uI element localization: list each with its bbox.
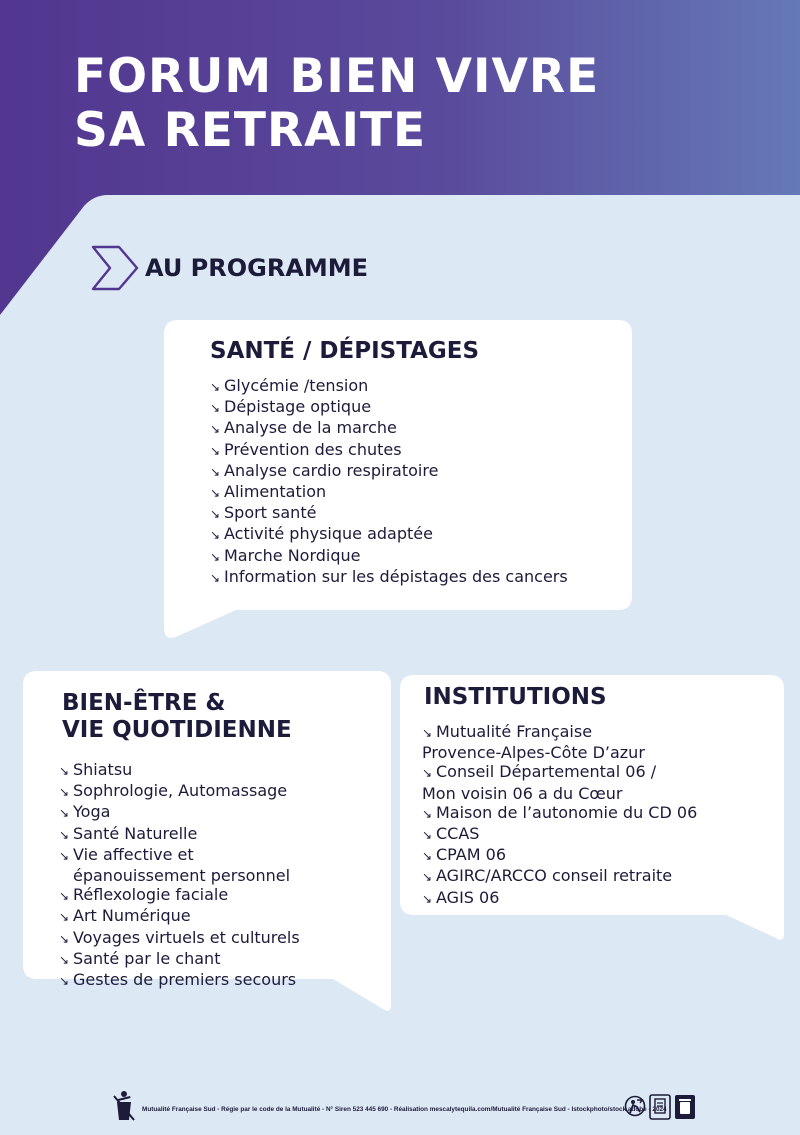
list-item: ↘ Sport santé — [210, 503, 568, 524]
list-item: ↘ Dépistage optique — [210, 397, 568, 418]
list-item: ↘ Santé par le chant — [59, 949, 300, 970]
sante-bubble — [164, 320, 632, 640]
bienetre-title — [62, 690, 292, 744]
list-item: ↘ Maison de l’autonomie du CD 06 — [422, 803, 697, 824]
arrow-down-right-icon: ↘ — [422, 806, 433, 821]
list-item: ↘ Alimentation — [210, 482, 568, 503]
arrow-down-right-icon: ↘ — [210, 380, 221, 394]
list-item: ↘ Santé Naturelle — [59, 824, 300, 845]
institutions-list — [422, 722, 697, 909]
arrow-down-right-icon: ↘ — [210, 464, 221, 479]
arrow-down-right-icon: ↘ — [59, 889, 70, 904]
list-item: ↘ CPAM 06 — [422, 845, 697, 866]
bienetre-title-line-2: VIE QUOTIDIENNE — [62, 717, 292, 743]
bienetre-list — [59, 760, 300, 991]
institutions-title: INSTITUTIONS — [424, 684, 607, 710]
list-item: ↘ Mutualité Française — [422, 722, 697, 743]
bin-sort-icon — [674, 1094, 696, 1120]
arrow-down-right-icon: ↘ — [59, 952, 70, 967]
list-item: ↘ Vie affective et — [59, 845, 300, 866]
list-item-continuation: Mon voisin 06 a du Cœur — [422, 783, 623, 803]
list-item: ↘ Art Numérique — [59, 906, 300, 927]
arrow-down-right-icon: ↘ — [59, 910, 70, 925]
list-item: ↘ Information sur les dépistages des cancers — [210, 567, 568, 588]
list-item: ↘ AGIRC/ARCCO conseil retraite — [422, 866, 697, 887]
list-item: ↘ Activité physique adaptée — [210, 524, 568, 545]
list-item: ↘ Yoga — [59, 802, 300, 823]
arrow-down-right-icon: ↘ — [422, 828, 433, 843]
footer-legal-text: Mutualité Française Sud - Régie par le code de la Mutualité - N° Siren 523 445 690 - Réalisation mescalytequila.com/Mutualité Française Sud - Istockphoto/stock.adobe - 2024 — [142, 1106, 667, 1113]
sante-list — [210, 376, 568, 588]
list-item-continuation: épanouissement personnel — [73, 866, 291, 886]
list-item: ↘ Réflexologie faciale — [59, 885, 300, 906]
paper-sort-icon — [649, 1094, 671, 1120]
arrow-down-right-icon: ↘ — [422, 891, 433, 906]
list-item: ↘ Glycémie /tension — [210, 376, 568, 397]
page-title-line-1: FORUM BIEN VIVRE — [74, 49, 600, 104]
arrow-down-right-icon: ↘ — [422, 870, 433, 885]
arrow-down-right-icon: ↘ — [59, 785, 70, 800]
footer — [112, 1090, 702, 1122]
arrow-down-right-icon: ↘ — [59, 827, 70, 842]
arrow-down-right-icon: ↘ — [210, 443, 221, 458]
list-item: ↘ Sophrologie, Automassage — [59, 781, 300, 802]
list-item: ↘ Analyse cardio respiratoire — [210, 461, 568, 482]
list-item: ↘ Shiatsu — [59, 760, 300, 781]
list-item: ↘ Gestes de premiers secours — [59, 970, 300, 991]
bienetre-bubble — [23, 671, 391, 1014]
footer-sorting-icons — [624, 1094, 696, 1120]
arrow-down-right-icon: ↘ — [210, 570, 221, 585]
page-title-line-2: SA RETRAITE — [74, 103, 427, 158]
arrow-down-right-icon: ↘ — [59, 974, 70, 989]
list-item: ↘ Conseil Départemental 06 / — [422, 762, 697, 783]
trash-bin-icon — [112, 1090, 136, 1122]
list-item: ↘ AGIS 06 — [422, 888, 697, 909]
triman-recycle-icon — [624, 1094, 646, 1118]
arrow-down-right-icon: ↘ — [59, 764, 70, 778]
list-item: ↘ CCAS — [422, 824, 697, 845]
list-item: ↘ Analyse de la marche — [210, 418, 568, 439]
arrow-down-right-icon: ↘ — [422, 849, 433, 864]
list-item: ↘ Marche Nordique — [210, 546, 568, 567]
list-item: ↘ Voyages virtuels et culturels — [59, 928, 300, 949]
page-title — [74, 50, 599, 158]
sante-title: SANTÉ / DÉPISTAGES — [210, 338, 480, 364]
bienetre-title-line-1: BIEN-ÊTRE & — [62, 690, 226, 716]
arrow-down-right-icon: ↘ — [422, 726, 433, 740]
arrow-down-right-icon: ↘ — [210, 507, 221, 522]
arrow-down-right-icon: ↘ — [59, 806, 70, 821]
arrow-down-right-icon: ↘ — [422, 766, 433, 781]
list-item: ↘ Prévention des chutes — [210, 440, 568, 461]
arrow-down-right-icon: ↘ — [210, 528, 221, 543]
arrow-down-right-icon: ↘ — [210, 549, 221, 564]
list-item-continuation: Provence-Alpes-Côte D’azur — [422, 743, 645, 763]
programme-heading: AU PROGRAMME — [145, 254, 369, 282]
arrow-down-right-icon: ↘ — [59, 848, 70, 863]
arrow-down-right-icon: ↘ — [59, 931, 70, 946]
arrow-down-right-icon: ↘ — [210, 486, 221, 501]
chevron-right-outline-icon — [91, 245, 139, 291]
arrow-down-right-icon: ↘ — [210, 401, 221, 416]
institutions-bubble — [400, 675, 784, 943]
arrow-down-right-icon: ↘ — [210, 422, 221, 437]
